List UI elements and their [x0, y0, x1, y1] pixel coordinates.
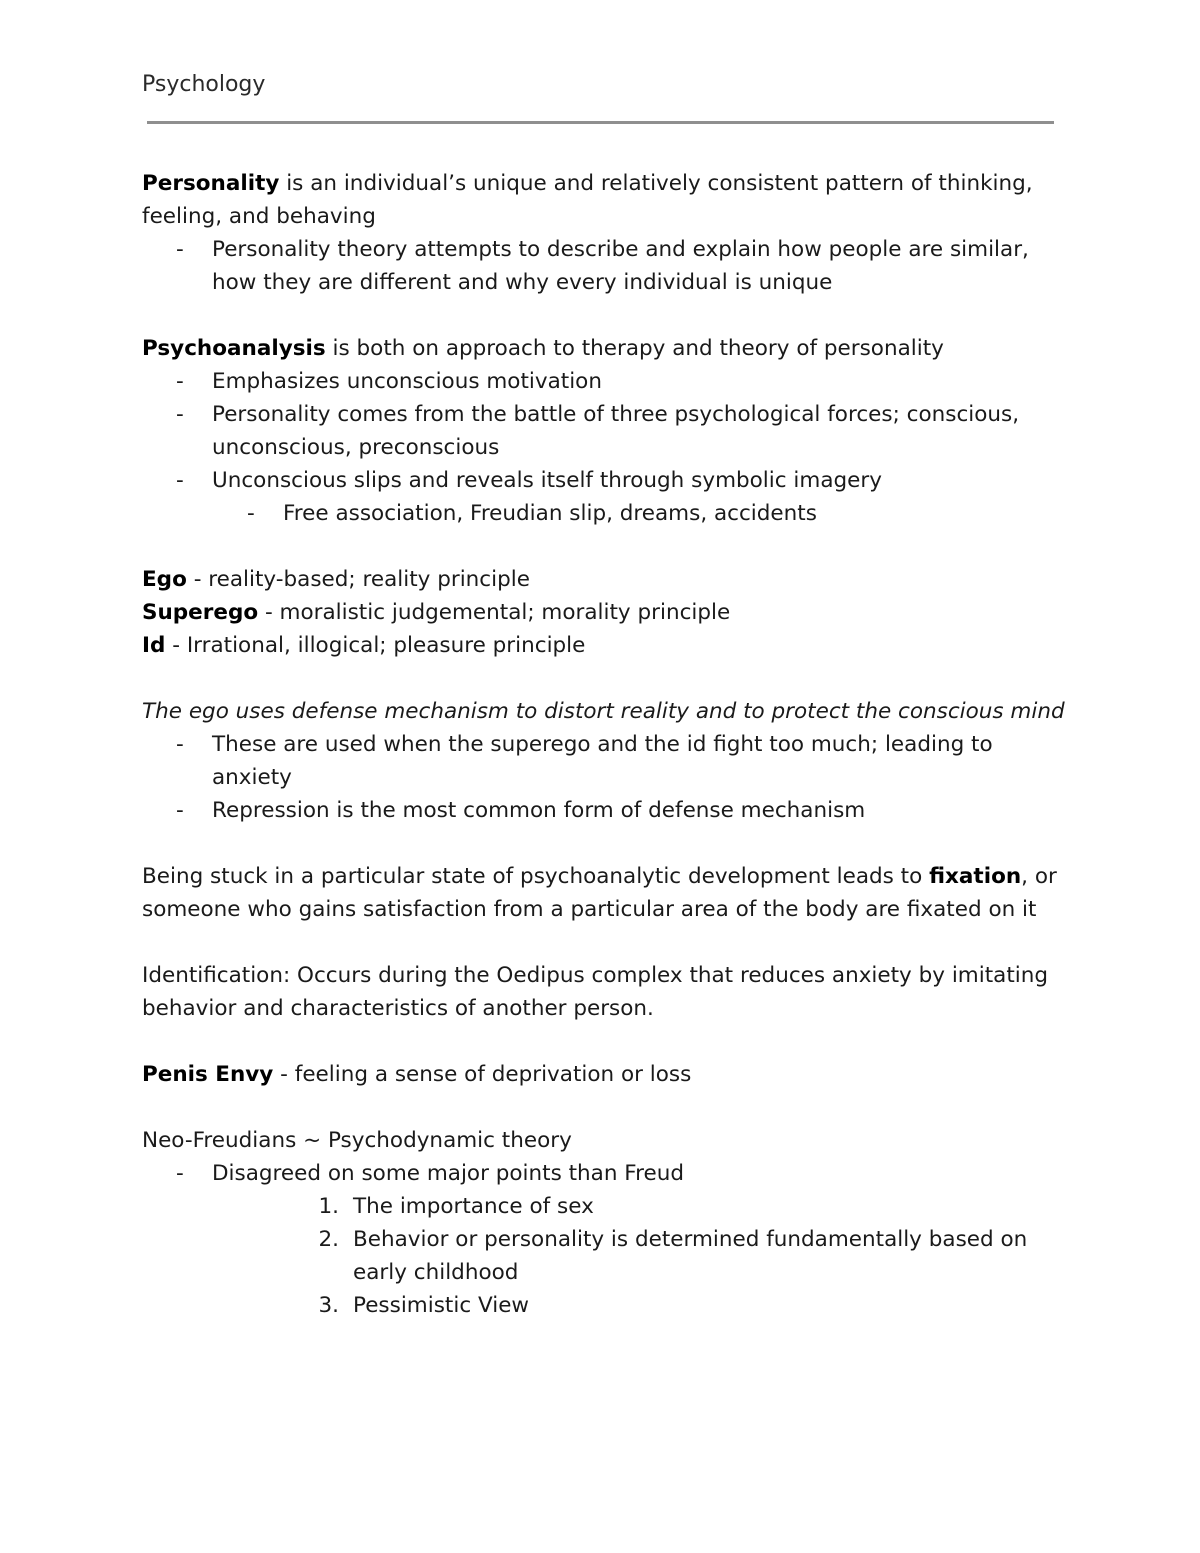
- ego-line: [142, 563, 1072, 596]
- list-item: [142, 1157, 1072, 1190]
- list-item: [142, 398, 1072, 464]
- list-item: [142, 794, 1072, 827]
- term-personality: Personality: [142, 171, 280, 196]
- personality-definition: [142, 167, 1072, 233]
- term-ego: Ego: [142, 567, 187, 592]
- personality-definition-text: is an individual’s unique and relatively consistent pattern of thinking, feeling, and behaving: [142, 171, 1033, 229]
- penis-envy-text: - feeling a sense of deprivation or loss: [273, 1062, 692, 1087]
- psychoanalysis-sub-bullet-1: Free association, Freudian slip, dreams, accidents: [283, 501, 817, 526]
- defense-intro: The ego uses defense mechanism to distort reality and to protect the conscious mind: [142, 699, 1065, 724]
- identification-paragraph: Identification: Occurs during the Oedipus complex that reduces anxiety by imitating behavior and characteristics of another person.: [142, 963, 1048, 1021]
- spacer: [142, 662, 1072, 695]
- bullet-dash: -: [176, 798, 184, 823]
- numbered-item: [142, 1223, 1072, 1289]
- spacer: [142, 530, 1072, 563]
- superego-text: - moralistic judgemental; morality principle: [258, 600, 731, 625]
- notes-body: [142, 167, 1072, 1322]
- spacer: [142, 1091, 1072, 1124]
- list-item: [142, 365, 1072, 398]
- psychoanalysis-definition-text: is both on approach to therapy and theory of personality: [325, 336, 944, 361]
- bullet-dash: -: [176, 468, 184, 493]
- psychoanalysis-definition: [142, 332, 1072, 365]
- item-number: 2.: [318, 1227, 339, 1252]
- term-penis-envy: Penis Envy: [142, 1062, 274, 1087]
- numbered-item-text: Behavior or personality is determined fundamentally based on early childhood: [353, 1227, 1028, 1285]
- term-id: Id: [142, 633, 166, 658]
- spacer: [142, 827, 1072, 860]
- personality-bullet-1: Personality theory attempts to describe and explain how people are similar, how they are different and why every individual is unique: [212, 237, 1029, 295]
- term-superego: Superego: [142, 600, 259, 625]
- numbered-item-text: The importance of sex: [353, 1194, 594, 1219]
- defense-bullet-2: Repression is the most common form of defense mechanism: [212, 798, 866, 823]
- bullet-dash: -: [176, 402, 184, 427]
- list-item: [142, 464, 1072, 497]
- psychoanalysis-bullet-1: Emphasizes unconscious motivation: [212, 369, 602, 394]
- numbered-item: [142, 1190, 1072, 1223]
- fixation-text-before: Being stuck in a particular state of psychoanalytic development leads to: [142, 864, 930, 889]
- item-number: 3.: [318, 1293, 339, 1318]
- spacer: [142, 299, 1072, 332]
- neo-freudians-heading: Neo-Freudians ~ Psychodynamic theory: [142, 1128, 572, 1153]
- fixation-paragraph: [142, 860, 1072, 926]
- spacer: [142, 926, 1072, 959]
- term-psychoanalysis: Psychoanalysis: [142, 336, 326, 361]
- header-divider: [147, 121, 1054, 124]
- ego-text: - reality-based; reality principle: [186, 567, 530, 592]
- id-line: [142, 629, 1072, 662]
- id-text: - Irrational, illogical; pleasure principle: [165, 633, 586, 658]
- bullet-dash: -: [247, 501, 255, 526]
- bullet-dash: -: [176, 732, 184, 757]
- page-title: Psychology: [142, 72, 266, 97]
- psychoanalysis-bullet-2: Personality comes from the battle of three psychological forces; conscious, unconscious, preconscious: [212, 402, 1020, 460]
- numbered-item: [142, 1289, 1072, 1322]
- defense-bullet-1: These are used when the superego and the id fight too much; leading to anxiety: [212, 732, 993, 790]
- term-fixation: fixation: [929, 864, 1022, 889]
- numbered-item-text: Pessimistic View: [353, 1293, 529, 1318]
- penis-envy-line: [142, 1058, 1072, 1091]
- item-number: 1.: [318, 1194, 339, 1219]
- bullet-dash: -: [176, 1161, 184, 1186]
- list-item: [142, 497, 1072, 530]
- psychoanalysis-bullet-3: Unconscious slips and reveals itself through symbolic imagery: [212, 468, 882, 493]
- list-item: [142, 233, 1072, 299]
- list-item: [142, 728, 1072, 794]
- bullet-dash: -: [176, 369, 184, 394]
- neo-freudians-bullet-1: Disagreed on some major points than Freud: [212, 1161, 684, 1186]
- superego-line: [142, 596, 1072, 629]
- spacer: [142, 1025, 1072, 1058]
- bullet-dash: -: [176, 237, 184, 262]
- fixation-text-after: , or someone who gains satisfaction from a particular area of the body are fixated on it: [142, 864, 1057, 922]
